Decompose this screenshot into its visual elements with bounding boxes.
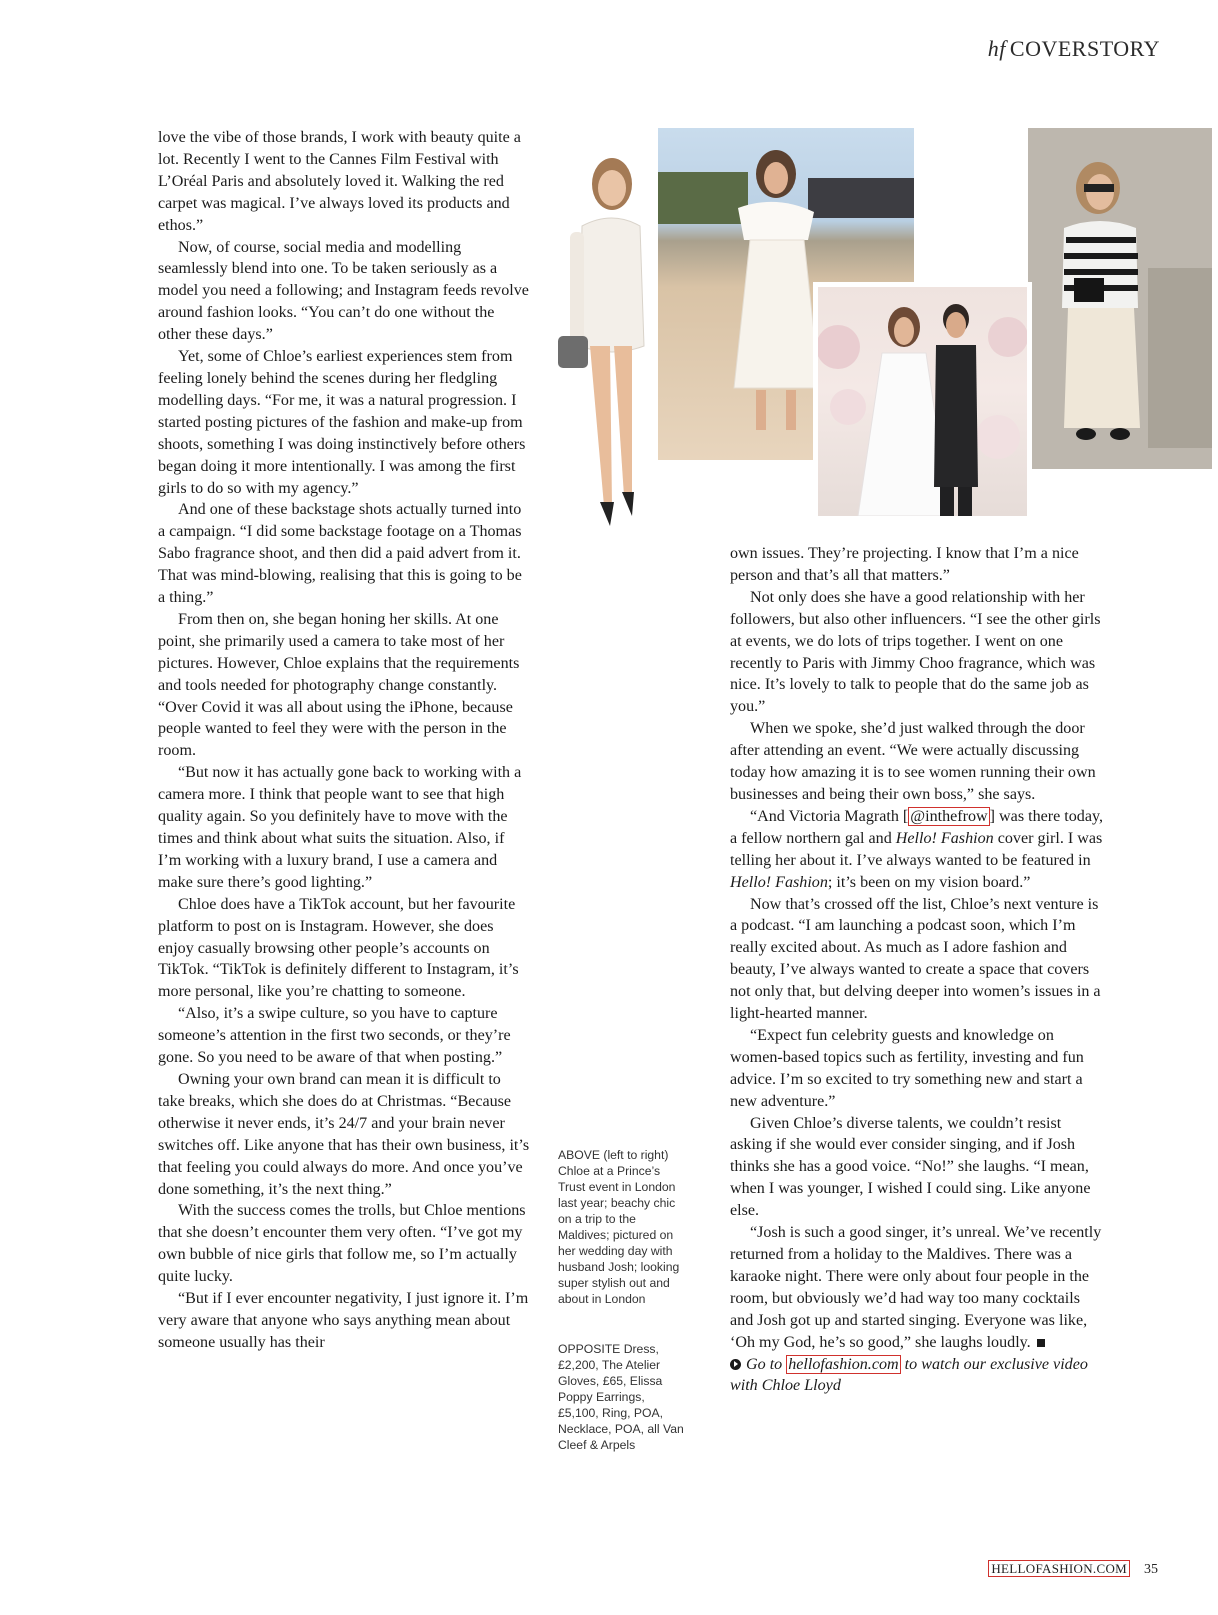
photo-london-street [1028,128,1212,469]
video-promo [730,1354,1104,1398]
footer-website-link[interactable]: HELLOFASHION.COM [988,1560,1130,1577]
paragraph: “Expect fun celebrity guests and knowledge on women-based topics such as fertility, investing and fun advice. I’m so excited to try something new and start a new adventure.” [730,1026,1084,1110]
end-of-article-mark [1037,1339,1045,1347]
paragraph: When we spoke, she’d just walked through the door after attending an event. “We were actually discussing today how amazing it is to see women running their own businesses and being their own boss,” she says. [730,720,1096,803]
instagram-handle-link[interactable]: @inthefrow [910,807,988,825]
text-segment: to watch our exclusive video with Chloe Lloyd [730,1355,1088,1395]
text-segment: cover girl. I was telling her about it. I’ve always wanted to be featured in [730,829,1103,869]
text-segment: “Josh is such a good singer, it’s unreal. We’ve recently returned from a holiday to the Maldives. There was a karaoke night. There were only about four people in the room, but obviously we’d had way too many cocktails and Josh got up and started singing. Everyone was like, ‘Oh my God, he’s so good,” she laughs loudly. [730,1224,1102,1351]
paragraph: “Also, it’s a swipe culture, so you have to capture someone’s attention in the first two seconds, or they’re gone. So you need to be aware of that when posting.” [158,1005,511,1067]
article-column-left [158,127,530,1354]
photo-chloe-princes-trust [552,146,652,546]
text-segment: “And Victoria Magrath [ [750,807,909,825]
play-icon [730,1359,741,1370]
paragraph: Given Chloe’s diverse talents, we couldn’t resist asking if she would ever consider singing, and if Josh thinks she has a good voice. “No!” she laughs. “I mean, when I was younger, I wished I could sing. Like anyone else. [730,1114,1091,1220]
text-segment: ; it’s been on my vision board.” [827,873,1031,891]
paragraph: Owning your own brand can mean it is difficult to take breaks, which she does do at Christmas. “Because otherwise it never ends, it’s 24/7 and your brain never switches off. Like anyone that has their own business, it’s that feeling you could always do more. And once you’ve done something, it’s the next thing.” [158,1070,530,1198]
text-segment: ] was there today, a fellow northern gal and [730,807,1104,847]
paragraph: Not only does she have a good relationship with her followers, but also other influencers. “I see the other girls at events, we do lots of trips together. I went on one recently to Paris with Jimmy Choo fragrance, which was nice. It’s lovely to talk to people that do the same job as you.” [730,588,1101,716]
paragraph: Chloe does have a TikTok account, but her favourite platform to post on is Instagram. However, she does enjoy casually browsing other people’s accounts on TikTok. “TikTok is definitely different to Instagram, it’s more personal, like you’re chatting to someone. [158,895,519,1001]
paragraph [730,1222,1104,1353]
section-header [988,36,1160,62]
paragraph: From then on, she began honing her skills. At one point, she primarily used a camera to take most of her pictures. However, Chloe explains that the requirements and tools needed for photography change constantly. “Over Covid it was all about using the iPhone, because people wanted to feel they were with the person in the room. [158,610,520,760]
paragraph: Now that’s crossed off the list, Chloe’s next venture is a podcast. “I am launching a podcast soon, which I’m really excited about. As much as I adore fashion and beauty, I’ve always wanted to create a space that covers not only that, but delving deeper into women’s issues in a light-hearted manner. [730,895,1101,1023]
paragraph: With the success comes the trolls, but Chloe mentions that she doesn’t encounter them very often. “I’ve got my own bubble of nice girls that follow me, so I’m actually quite lucky. [158,1202,526,1286]
paragraph: love the vibe of those brands, I work with beauty quite a lot. Recently I went to the Cannes Film Festival with L’Oréal Paris and absolutely loved it. Walking the red carpet was magical. I’ve always loved its products and ethos.” [158,129,521,234]
paragraph: Yet, some of Chloe’s earliest experiences stem from feeling lonely behind the scenes during her fledgling modelling days. “For me, it was a natural progression. I started posting pictures of the fashion and make-up from shoots, something I was doing instinctively before others began doing it more intentionally. I was among the first girls to do so with my agency.” [158,348,526,497]
paragraph: And one of these backstage shots actually turned into a campaign. “I did some backstage footage on a Thomas Sabo fragrance shoot, and then did a paid advert from it. That was mind-blowing, realising that this is going to be a thing.” [158,501,522,607]
section-title: COVERSTORY [1009,36,1160,61]
page-footer [988,1561,1158,1578]
photo-caption-opposite: OPPOSITE Dress, £2,200, The Atelier Gloves, £65, Elissa Poppy Earrings, £5,100, Ring, POA, Necklace, POA, all Van Cleef & Arpels [558,1342,684,1452]
magazine-name: Hello! Fashion [895,829,994,847]
article-column-right [730,543,1104,1397]
page-number: 35 [1144,1562,1158,1577]
paragraph: “But if I ever encounter negativity, I just ignore it. I’m very aware that anyone who says anything mean about someone usually has their [158,1290,529,1351]
magazine-monogram: hf [987,36,1006,61]
paragraph: “But now it has actually gone back to working with a camera more. I think that people want to see that high quality again. So you definitely have to move with the times and think about what suits the situation. Also, if I’m working with a luxury brand, I use a camera and make sure there’s good lighting.” [158,764,522,891]
text-segment: Go to [746,1355,787,1373]
photo-wedding-day [818,287,1027,516]
photo-caption-above: ABOVE (left to right) Chloe at a Prince’s Trust event in London last year; beachy chic on a trip to the Maldives; pictured on her wedding day with husband Josh; looking super stylish out and about in London [558,1148,680,1306]
magazine-name: Hello! Fashion [730,873,828,891]
paragraph [730,806,1104,894]
website-link[interactable]: hellofashion.com [788,1355,899,1373]
paragraph: Now, of course, social media and modelling seamlessly blend into one. To be taken seriously as a model you need a following; and Instagram feeds revolve around fashion looks. “You can’t do one without the other these days.” [158,238,529,344]
paragraph: own issues. They’re projecting. I know that I’m a nice person and that’s all that matters.” [730,545,1079,584]
